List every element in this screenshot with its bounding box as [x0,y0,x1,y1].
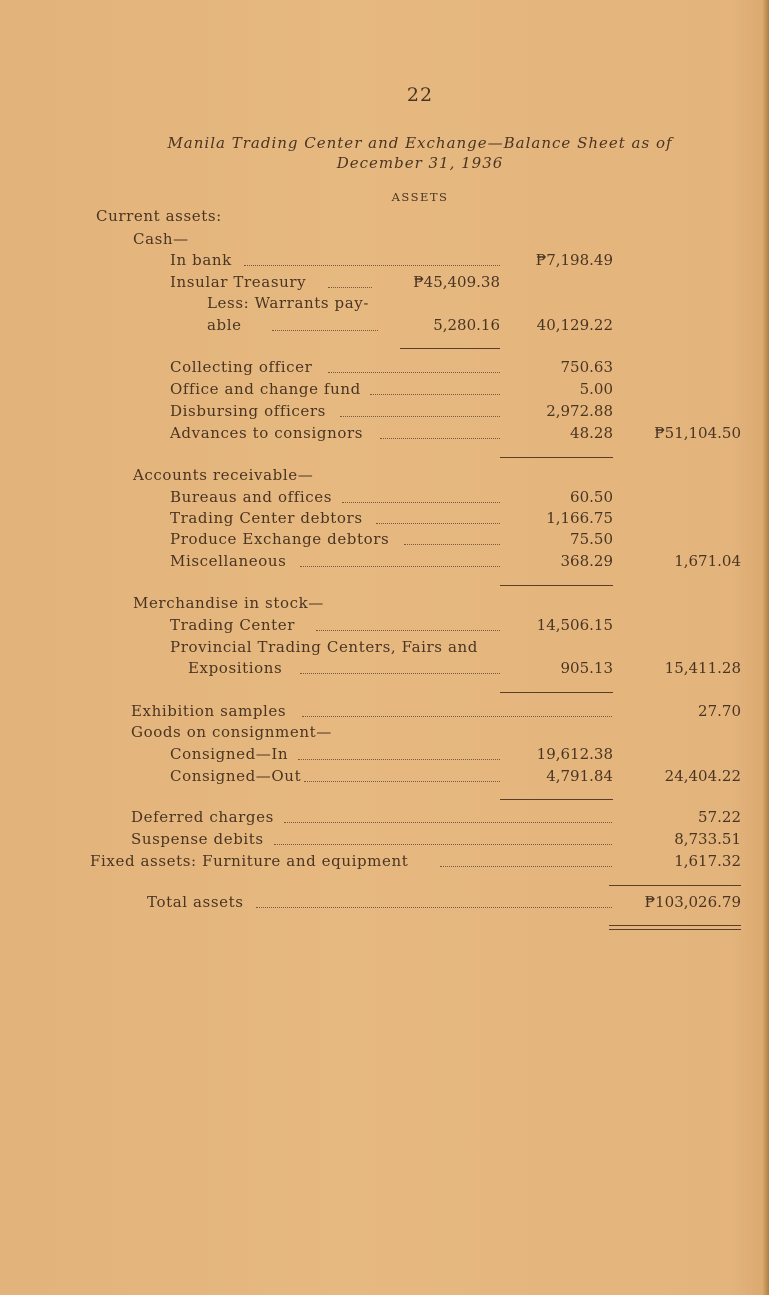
label: Cash— [133,230,189,248]
row-provincial [0,638,769,658]
total-rule [609,885,741,886]
amount: 8,733.51 [674,830,741,848]
leader-dots [300,673,500,674]
row-deferred [0,808,769,828]
label: Insular Treasury [170,273,307,291]
leader-dots [298,759,500,760]
section-heading: ASSETS [391,190,449,204]
label: Trading Center debtors [170,509,363,527]
leader-dots [256,907,612,908]
amount: 60.50 [570,488,613,506]
amount: ₱45,409.38 [413,273,500,291]
leader-dots [302,716,612,717]
amount: 5,280.16 [433,316,500,334]
leader-dots [272,330,378,331]
row-able [0,316,769,336]
amount: 1,166.75 [546,509,613,527]
label: Miscellaneous [170,552,287,570]
label: In bank [170,251,232,269]
subtotal-rule [500,692,613,693]
leader-dots [316,630,500,631]
amount: 24,404.22 [664,767,741,785]
label: Consigned—Out [170,767,302,785]
leader-dots [304,781,500,782]
label: Trading Center [170,616,296,634]
leader-dots [244,265,500,266]
row-consigned-out [0,767,769,787]
leader-dots [340,416,500,417]
row-expositions [0,659,769,679]
leader-dots [342,502,500,503]
leader-dots [380,438,500,439]
amount: 5.00 [579,380,613,398]
label: Accounts receivable— [133,466,314,484]
row-current-assets [0,207,769,227]
label: Suspense debits [131,830,264,848]
label: Total assets [147,893,244,911]
title-line-2: December 31, 1936 [336,154,504,172]
label: Less: Warrants pay- [207,294,370,312]
subtotal-rule [500,457,613,458]
row-suspense [0,830,769,850]
row-produce-debtors [0,530,769,550]
amount: 905.13 [560,659,613,677]
row-collecting-officer [0,358,769,378]
label: Provincial Trading Centers, Fairs and [170,638,478,656]
leader-dots [328,372,500,373]
amount: 1,671.04 [674,552,741,570]
label: Collecting officer [170,358,313,376]
amount: 1,617.32 [674,852,741,870]
row-less-warrants [0,294,769,314]
label: Expositions [188,659,283,677]
amount: 2,972.88 [546,402,613,420]
amount: 75.50 [570,530,613,548]
label: Fixed assets: Furniture and equipment [90,852,409,870]
subtotal-rule [500,799,613,800]
leader-dots [284,822,612,823]
leader-dots [328,287,372,288]
label: Deferred charges [131,808,274,826]
amount: 750.63 [560,358,613,376]
row-office-fund [0,380,769,400]
amount: 4,791.84 [546,767,613,785]
amount: 27.70 [698,702,741,720]
amount: 15,411.28 [664,659,741,677]
amount: 14,506.15 [536,616,613,634]
row-accounts-receivable [0,466,769,486]
leader-dots [440,866,612,867]
row-cash [0,230,769,250]
row-merchandise [0,594,769,614]
label: Merchandise in stock— [133,594,324,612]
amount: ₱7,198.49 [535,251,613,269]
row-trading-center [0,616,769,636]
label: Goods on consignment— [131,723,332,741]
amount: ₱51,104.50 [654,424,741,442]
amount: 40,129.22 [536,316,613,334]
row-exhibition [0,702,769,722]
label: able [207,316,242,334]
leader-dots [376,523,500,524]
amount: 19,612.38 [536,745,613,763]
row-total-assets [0,893,769,913]
label: Exhibition samples [131,702,287,720]
leader-dots [404,544,500,545]
row-advances [0,424,769,444]
double-total-rule [609,925,741,930]
row-consigned-in [0,745,769,765]
label: Advances to consignors [170,424,364,442]
label: Disbursing officers [170,402,326,420]
label: Bureaus and offices [170,488,333,506]
row-bureaus [0,488,769,508]
row-in-bank [0,251,769,271]
label: Consigned—In [170,745,289,763]
row-trading-debtors [0,509,769,529]
row-miscellaneous [0,552,769,572]
leader-dots [300,566,500,567]
label: Office and change fund [170,380,361,398]
leader-dots [370,394,500,395]
leader-dots [274,844,612,845]
title-line-1: Manila Trading Center and Exchange—Balance Sheet as of [167,134,673,152]
label: Current assets: [96,207,222,225]
row-insular-treasury [0,273,769,293]
row-goods-consignment [0,723,769,743]
subtotal-rule [500,585,613,586]
subtotal-rule [400,348,500,349]
amount: ₱103,026.79 [644,893,741,911]
row-fixed-assets [0,852,769,872]
amount: 368.29 [560,552,613,570]
row-disbursing-officers [0,402,769,422]
label: Produce Exchange debtors [170,530,390,548]
page-number: 22 [406,84,434,106]
amount: 48.28 [570,424,613,442]
amount: 57.22 [698,808,741,826]
